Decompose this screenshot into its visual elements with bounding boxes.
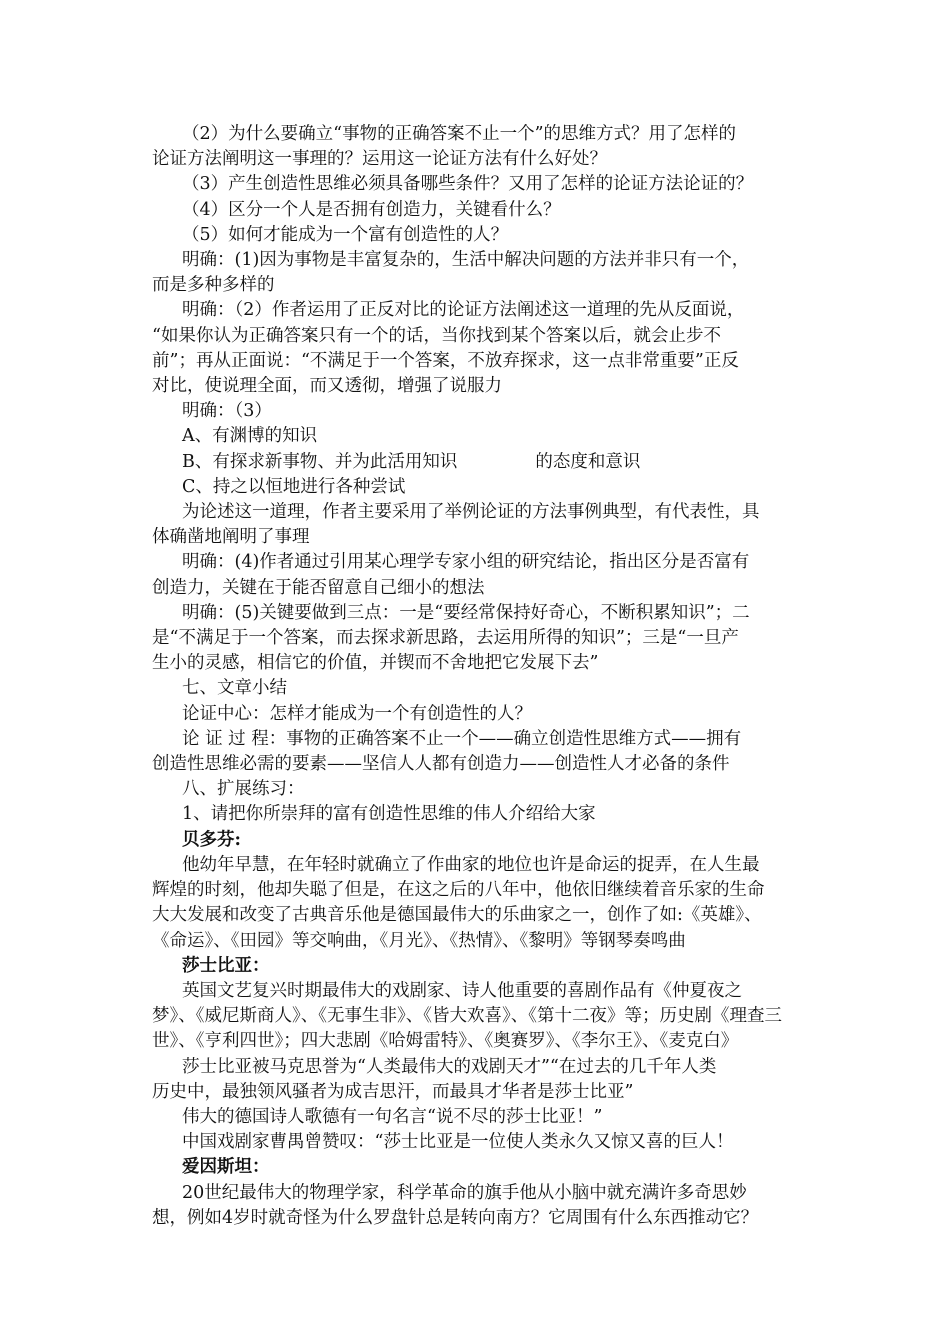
text-line-content: （2）为什么要确立“事物的正确答案不止一个”的思维方式？用了怎样的	[182, 124, 737, 144]
text-line	[152, 1029, 812, 1054]
text-line	[152, 929, 812, 954]
text-line	[152, 651, 812, 676]
text-line-content: “如果你认为正确答案只有一个的话，当你找到某个答案以后，就会止步不	[152, 325, 721, 346]
text-line-content: B、有探求新事物、并为此活用知识	[182, 451, 458, 472]
text-line	[152, 601, 812, 626]
text-line-content: 莎士比亚：	[182, 955, 270, 976]
text-line	[152, 349, 812, 374]
text-line	[152, 424, 812, 449]
text-line	[152, 550, 812, 575]
text-line-content: 而是多种多样的	[152, 275, 275, 296]
text-line	[152, 777, 812, 802]
text-line	[152, 1181, 812, 1206]
text-line-content: 体确凿地阐明了事理	[152, 527, 310, 548]
text-line-content: 明确：(5)关键要做到三点：一是“要经常保持好奇心，不断积累知识”；二	[182, 602, 750, 623]
text-line-content: （3）产生创造性思维必须具备哪些条件？又用了怎样的论证方法论证的？	[182, 174, 754, 195]
text-line	[152, 727, 812, 752]
text-line-content: 创造性思维必需的要素——坚信人人都有创造力——创造性人才必备的条件	[152, 754, 730, 775]
text-line-content: 莎士比亚被马克思誉为“人类最伟大的戏剧天才”“在过去的几千年人类	[182, 1056, 717, 1077]
text-line-content: 八、扩展练习：	[182, 779, 305, 800]
text-line-content: 贝多芬:	[182, 829, 241, 850]
text-line	[152, 198, 812, 223]
text-line	[152, 525, 812, 550]
text-line-content: 前”；再从正面说：“不满足于一个答案，不放弃探求，这一点非常重要”正反	[152, 350, 739, 371]
text-line	[152, 1105, 812, 1130]
text-line-content: C、持之以恒地进行各种尝试	[182, 476, 406, 497]
text-line	[152, 500, 812, 525]
text-line-content: 英国文艺复兴时期最伟大的戏剧家、诗人他重要的喜剧作品有《仲夏夜之	[182, 980, 742, 1001]
text-line-content: （5）如何才能成为一个富有创造性的人？	[182, 224, 509, 245]
text-line-content: 是“不满足于一个答案，而去探求新思路，去运用所得的知识”；三是“一旦产	[152, 628, 739, 649]
text-line	[152, 853, 812, 878]
text-line-content: 论证方法阐明这一事理的？运用这一论证方法有什么好处？	[152, 149, 607, 170]
text-line-content: 明确：（2）作者运用了正反对比的论证方法阐述这一道理的先从反面说，	[182, 300, 745, 321]
text-line	[152, 273, 812, 298]
text-line-content: 20世纪最伟大的物理学家，科学革命的旗手他从小脑中就充满许多奇思妙	[182, 1182, 747, 1203]
text-line-content: 《命运》、《田园》等交响曲，《月光》、《热情》、《黎明》等钢琴奏鸣曲	[152, 930, 686, 951]
section-heading	[152, 954, 812, 979]
text-line	[152, 399, 812, 424]
text-line	[152, 702, 812, 727]
text-line-content: 梦》、《威尼斯商人》、《无事生非》、《皆大欢喜》、《第十二夜》等；历史剧《理查三	[152, 1006, 782, 1027]
text-line-content: （4）区分一个人是否拥有创造力，关键看什么？	[182, 199, 561, 220]
text-line	[152, 802, 812, 827]
text-line	[152, 1080, 812, 1105]
text-line	[152, 878, 812, 903]
text-line	[152, 172, 812, 197]
text-line-content: 论证中心：怎样才能成为一个有创造性的人？	[182, 703, 532, 724]
text-line	[152, 1206, 812, 1231]
text-line-content: 伟大的德国诗人歌德有一句名言“说不尽的莎士比亚！”	[182, 1106, 603, 1127]
text-line	[152, 223, 812, 248]
text-line	[152, 450, 812, 475]
text-line	[152, 475, 812, 500]
text-line-content: 对比，使说理全面，而又透彻，增强了说服力	[152, 376, 502, 397]
text-line-content: 创造力，关键在于能否留意自己细小的想法	[152, 577, 485, 598]
document-body	[152, 122, 812, 1231]
text-line	[152, 324, 812, 349]
text-line-content: 为论述这一道理，作者主要采用了举例论证的方法事例典型，有代表性，具	[182, 502, 760, 523]
text-line-content: 生小的灵感，相信它的价值，并锲而不舍地把它发展下去”	[152, 653, 599, 674]
text-line-content: 论 证 过 程：事物的正确答案不止一个——确立创造性思维方式——拥有	[182, 728, 742, 749]
text-line	[152, 576, 812, 601]
text-line-content: 想，例如4岁时就奇怪为什么罗盘针总是转向南方？它周围有什么东西推动它？	[152, 1207, 759, 1228]
text-line	[152, 298, 812, 323]
text-line	[152, 374, 812, 399]
text-line	[152, 122, 812, 147]
text-line-content: 世》、《亨利四世》；四大悲剧《哈姆雷特》、《奥赛罗》、《李尔王》、《麦克白》	[152, 1031, 739, 1052]
text-line	[152, 248, 812, 273]
text-line-content: 中国戏剧家曹禺曾赞叹：“莎士比亚是一位使人类永久又惊又喜的巨人！	[182, 1132, 734, 1153]
text-line-content: 七、文章小结	[182, 678, 287, 699]
text-line-content: 他幼年早慧，在年轻时就确立了作曲家的地位也许是命运的捉弄，在人生最	[182, 854, 760, 875]
text-line	[152, 1004, 812, 1029]
text-line-content: 历史中，最独领风骚者为成吉思汗，而最具才华者是莎士比亚”	[152, 1081, 634, 1102]
text-line-content: 1、请把你所崇拜的富有创造性思维的伟人介绍给大家	[182, 804, 596, 825]
section-heading	[152, 1155, 812, 1180]
text-line	[152, 979, 812, 1004]
text-line-content: 大大发展和改变了古典音乐他是德国最伟大的乐曲家之一，创作了如:《英雄》、	[152, 905, 762, 926]
text-line	[152, 1055, 812, 1080]
text-line-content: 明确：（3）	[182, 401, 272, 422]
section-heading	[152, 828, 812, 853]
text-line-content: 辉煌的时刻，他却失聪了但是，在这之后的八年中，他依旧继续着音乐家的生命	[152, 880, 765, 901]
text-line	[152, 903, 812, 928]
text-line	[152, 626, 812, 651]
text-line-content: 明确：(4)作者通过引用某心理学专家小组的研究结论，指出区分是否富有	[182, 552, 750, 573]
text-line	[152, 147, 812, 172]
text-line	[152, 1130, 812, 1155]
text-line-content: A、有渊博的知识	[182, 426, 318, 447]
text-line-content: 明确：(1)因为事物是丰富复杂的，生活中解决问题的方法并非只有一个，	[182, 250, 750, 271]
text-line-content: 爱因斯坦：	[182, 1157, 270, 1178]
text-line	[152, 752, 812, 777]
text-line-continuation: 的态度和意识	[535, 451, 641, 472]
text-line	[152, 676, 812, 701]
